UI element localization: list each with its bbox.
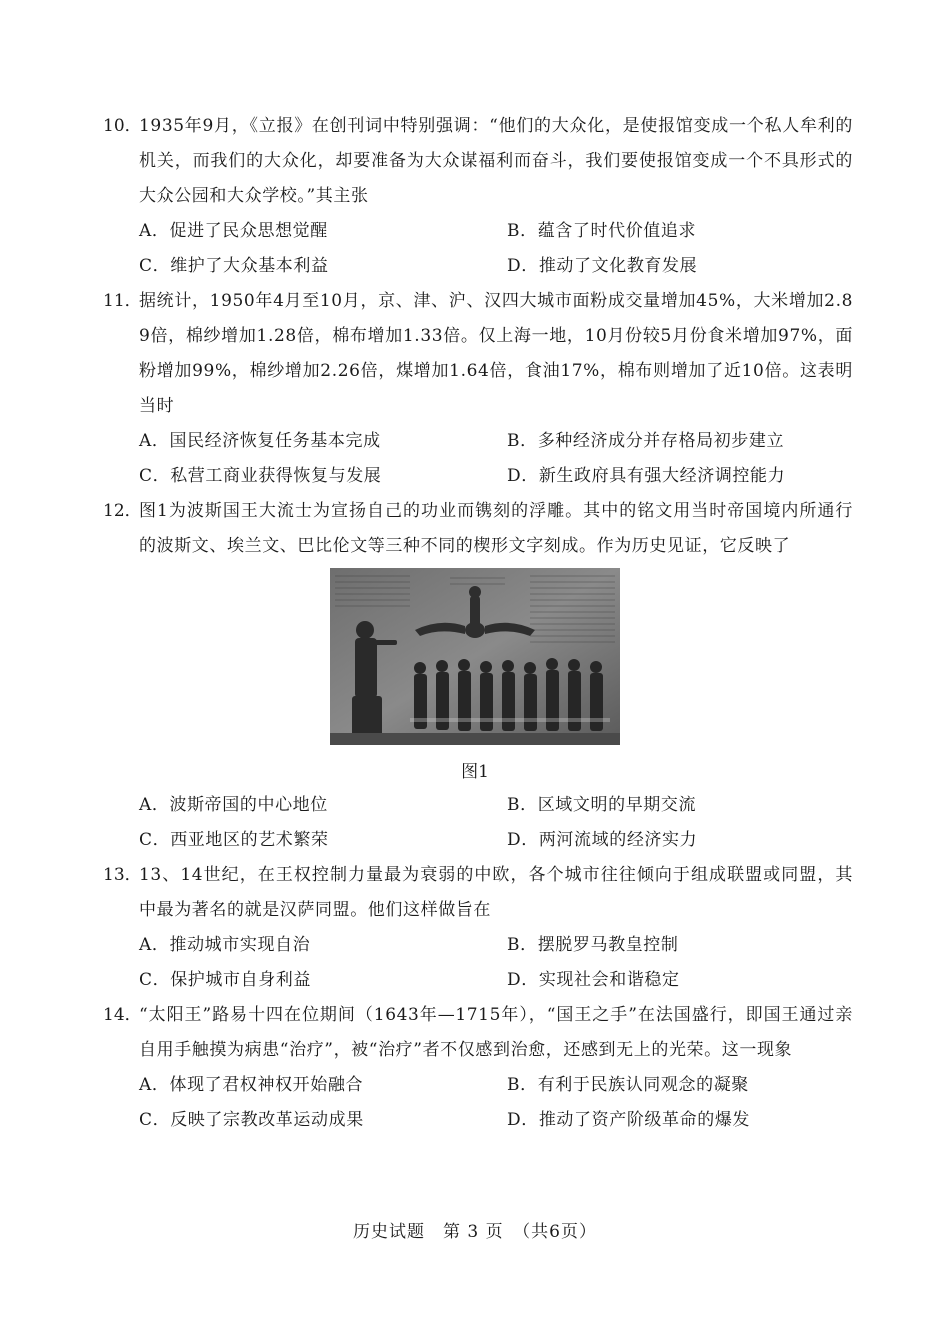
option-b: B．多种经济成分并存格局初步建立 bbox=[507, 431, 785, 451]
page-footer: 历史试题 第 3 页 （共6页） bbox=[353, 1222, 597, 1242]
question-stem: “太阳王”路易十四在位期间（1643年—1715年），“国王之手”在法国盛行，即国王通过亲自用手触摸为病患“治疗”，被“治疗”者不仅感到治愈，还感到无上的光荣。这一现象 bbox=[139, 1005, 853, 1060]
option-c: C．私营工商业获得恢复与发展 bbox=[139, 466, 382, 486]
behistun-relief-picture bbox=[330, 568, 620, 745]
option-c: C．反映了宗教改革运动成果 bbox=[139, 1110, 364, 1130]
option-d: D．推动了文化教育发展 bbox=[507, 256, 698, 276]
option-d: D．两河流域的经济实力 bbox=[507, 830, 698, 850]
option-a: A．波斯帝国的中心地位 bbox=[139, 795, 328, 815]
option-b: B．摆脱罗马教皇控制 bbox=[507, 935, 679, 955]
option-a: A．国民经济恢复任务基本完成 bbox=[139, 431, 381, 451]
options bbox=[139, 214, 853, 284]
option-c: C．保护城市自身利益 bbox=[139, 970, 312, 990]
option-a: A．体现了君权神权开始融合 bbox=[139, 1075, 364, 1095]
option-c: C．维护了大众基本利益 bbox=[139, 256, 329, 276]
option-a: A．促进了民众思想觉醒 bbox=[139, 221, 328, 241]
question-stem: 13、14世纪，在王权控制力量最为衰弱的中欧，各个城市往往倾向于组成联盟或同盟，其中最为著名的就是汉萨同盟。他们这样做旨在 bbox=[139, 865, 853, 920]
question-number: 11． bbox=[103, 291, 142, 311]
question-10 bbox=[103, 109, 853, 284]
question-number: 12． bbox=[103, 501, 142, 521]
question-stem: 1935年9月，《立报》在创刊词中特别强调：“他们的大众化，是使报馆变成一个私人牟利的机关，而我们的大众化，却要准备为大众谋福利而奋斗，我们要使报馆变成一个不具形式的大众公园和大众学校。”其主张 bbox=[139, 116, 853, 206]
option-d: D．新生政府具有强大经济调控能力 bbox=[507, 466, 786, 486]
question-number: 10． bbox=[103, 116, 142, 136]
options bbox=[139, 788, 853, 858]
option-b: B．区域文明的早期交流 bbox=[507, 795, 697, 815]
question-13 bbox=[103, 858, 853, 998]
question-12-options bbox=[103, 788, 853, 858]
options bbox=[139, 424, 853, 494]
question-number: 14． bbox=[103, 1005, 142, 1025]
question-14 bbox=[103, 998, 853, 1138]
question-number: 13． bbox=[103, 865, 142, 885]
option-d: D．实现社会和谐稳定 bbox=[507, 970, 680, 990]
option-a: A．推动城市实现自治 bbox=[139, 935, 311, 955]
figure-caption: 图1 bbox=[461, 762, 489, 782]
question-stem: 图1为波斯国王大流士为宣扬自己的功业而镌刻的浮雕。其中的铭文用当时帝国境内所通行的波斯文、埃兰文、巴比伦文等三种不同的楔形文字刻成。作为历史见证，它反映了 bbox=[139, 501, 853, 556]
question-12 bbox=[103, 494, 853, 564]
relief-image bbox=[330, 568, 620, 745]
option-d: D．推动了资产阶级革命的爆发 bbox=[507, 1110, 751, 1130]
question-stem: 据统计，1950年4月至10月，京、津、沪、汉四大城市面粉成交量增加45%，大米增加2.89倍，棉纱增加1.28倍，棉布增加1.33倍。仅上海一地，10月份较5月份食米增加97%，面粉增加99%，棉纱增加2.26倍，煤增加1.64倍，食油17%，棉布则增加了近10倍。这表明当时 bbox=[139, 291, 853, 416]
option-c: C．西亚地区的艺术繁荣 bbox=[139, 830, 329, 850]
option-b: B．有利于民族认同观念的凝聚 bbox=[507, 1075, 749, 1095]
options bbox=[139, 928, 853, 998]
question-11 bbox=[103, 284, 853, 494]
options bbox=[139, 1068, 853, 1138]
option-b: B．蕴含了时代价值追求 bbox=[507, 221, 697, 241]
